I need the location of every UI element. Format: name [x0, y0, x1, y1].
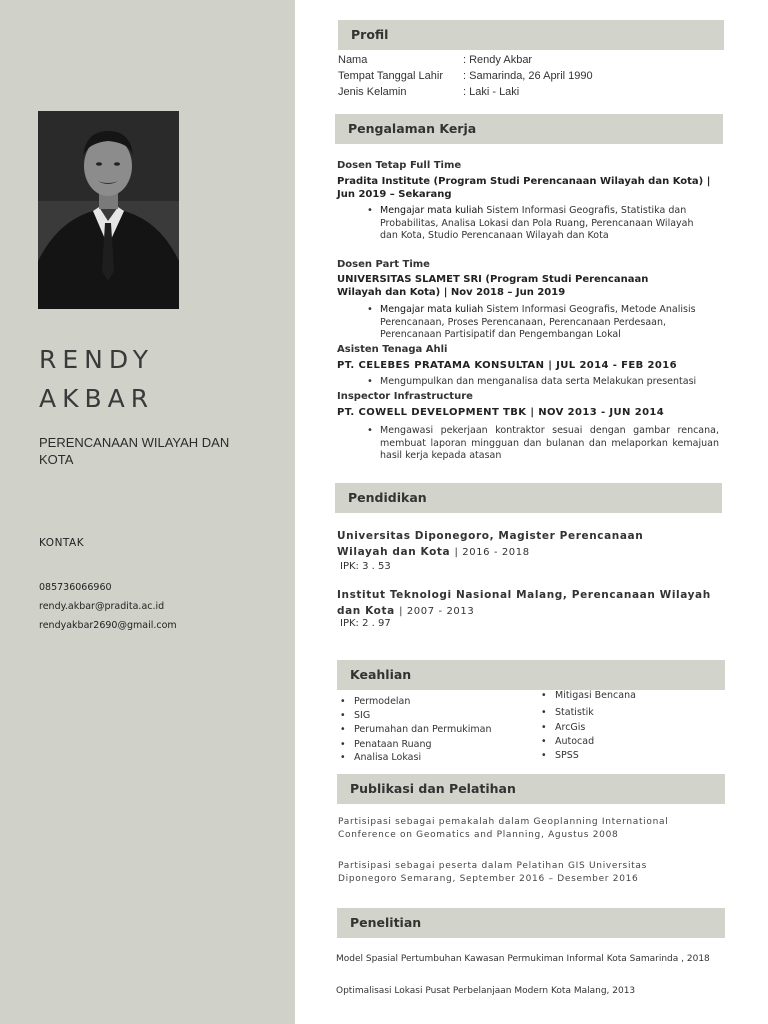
education-entry: [337, 587, 717, 620]
job-organization: UNIVERSITAS SLAMET SRI (Program Studi Perencanaan Wilayah dan Kota) | Nov 2018 – Jun 2019: [337, 274, 649, 298]
education-school: Universitas Diponegoro, Magister Perencanaan Wilayah dan Kota: [337, 530, 644, 558]
education-gpa: IPK: 2 . 97: [340, 618, 391, 629]
skill-item: • Autocad: [555, 736, 594, 747]
profile-value-gender: : Laki - Laki: [463, 86, 520, 98]
sidebar: [0, 0, 295, 1024]
job-organization: Pradita Institute (Program Studi Perencanaan Wilayah dan Kota) | Jun 2019 – Sekarang: [337, 176, 711, 200]
job-organization: PT. CELEBES PRATAMA KONSULTAN | JUL 2014 - FEB 2016: [337, 360, 677, 371]
job-detail: Sistem Informasi Geografis, Statistika dan Probabilitas, Analisa Lokasi dan Pola Ruang, Perencanaan Wilayah dan Kota, Studio Perencanaan Wilayah dan Kota: [380, 205, 694, 241]
job-role: Asisten Tenaga Ahli: [337, 344, 448, 355]
job-organization: PT. COWELL DEVELOPMENT TBK | NOV 2013 - JUN 2014: [337, 407, 665, 418]
skill-item: • Mitigasi Bencana: [555, 690, 636, 701]
email-personal[interactable]: rendyakbar2690@gmail.com: [39, 620, 177, 631]
publication-item: Partisipasi sebagai pemakalah dalam Geoplanning International Conference on Geomatics and Planning, Agustus 2008: [338, 817, 669, 840]
contact-heading: KONTAK: [39, 537, 85, 549]
job-role: Dosen Part Time: [337, 259, 430, 270]
education-school: Institut Teknologi Nasional Malang, Perencanaan Wilayah dan Kota: [337, 589, 711, 617]
skill-item: • Analisa Lokasi: [354, 752, 421, 763]
education-gpa: IPK: 3 . 53: [340, 561, 391, 572]
job-role: Dosen Tetap Full Time: [337, 160, 462, 171]
profile-label-ttl: Tempat Tanggal Lahir: [338, 70, 443, 82]
email-work[interactable]: rendy.akbar@pradita.ac.id: [39, 601, 165, 612]
profile-value-nama: : Rendy Akbar: [463, 54, 533, 66]
job-role: Inspector Infrastructure: [337, 391, 473, 402]
skill-item: • SPSS: [555, 750, 579, 761]
skill-item: • Permodelan: [354, 696, 410, 707]
section-header-keahlian: Keahlian: [337, 660, 725, 690]
skill-item: • SIG: [354, 710, 370, 721]
job-description: [380, 205, 710, 243]
skill-item: • Penataan Ruang: [354, 739, 432, 750]
skill-item: • ArcGis: [555, 722, 585, 733]
profession-title: PERENCANAAN WILAYAH DAN KOTA: [39, 435, 230, 467]
profile-value-ttl: : Samarinda, 26 April 1990: [463, 70, 593, 82]
last-name: AKBAR: [39, 384, 155, 413]
job-lead: Mengajar mata kuliah: [380, 205, 484, 216]
profile-photo: [38, 111, 179, 309]
education-entry: [337, 528, 689, 561]
skill-item: • Perumahan dan Permukiman: [354, 724, 492, 735]
publication-item: Partisipasi sebagai peserta dalam Pelatihan GIS Universitas Diponegoro Semarang, September 2016 – Desember 2016: [338, 861, 647, 884]
job-description: [380, 304, 710, 342]
first-name: RENDY: [39, 345, 155, 374]
education-years: | 2007 - 2013: [399, 606, 475, 617]
education-years: | 2016 - 2018: [454, 547, 530, 558]
job-detail: Sistem Informasi Geografis, Metode Analisis Perencanaan, Proses Perencanaan, Perencanaan Perdesaan, Perencanaan Partisipatif dan Pengembangan Lokal: [380, 304, 696, 340]
skill-item: • Statistik: [555, 707, 594, 718]
profile-label-gender: Jenis Kelamin: [338, 86, 407, 98]
section-header-pendidikan: Pendidikan: [335, 483, 722, 513]
section-header-penelitian: Penelitian: [337, 908, 725, 938]
job-description: • Mengumpulkan dan menganalisa data serta Melakukan presentasi: [380, 376, 710, 389]
research-item: Optimalisasi Lokasi Pusat Perbelanjaan Modern Kota Malang, 2013: [336, 986, 636, 996]
research-item: Model Spasial Pertumbuhan Kawasan Permukiman Informal Kota Samarinda , 2018: [336, 954, 710, 964]
section-header-pengalaman: Pengalaman Kerja: [335, 114, 723, 144]
section-header-publikasi: Publikasi dan Pelatihan: [337, 774, 725, 804]
job-description: • Mengawasi pekerjaan kontraktor sesuai dengan gambar rencana, membuat laporan mingguan dan bulanan dan melaporkan kemajuan hasil kerja kepada atasan: [380, 425, 719, 463]
job-lead: Mengajar mata kuliah: [380, 304, 484, 315]
phone-number: 085736066960: [39, 582, 112, 593]
profile-label-nama: Nama: [338, 54, 368, 66]
section-header-profil: Profil: [338, 20, 724, 50]
